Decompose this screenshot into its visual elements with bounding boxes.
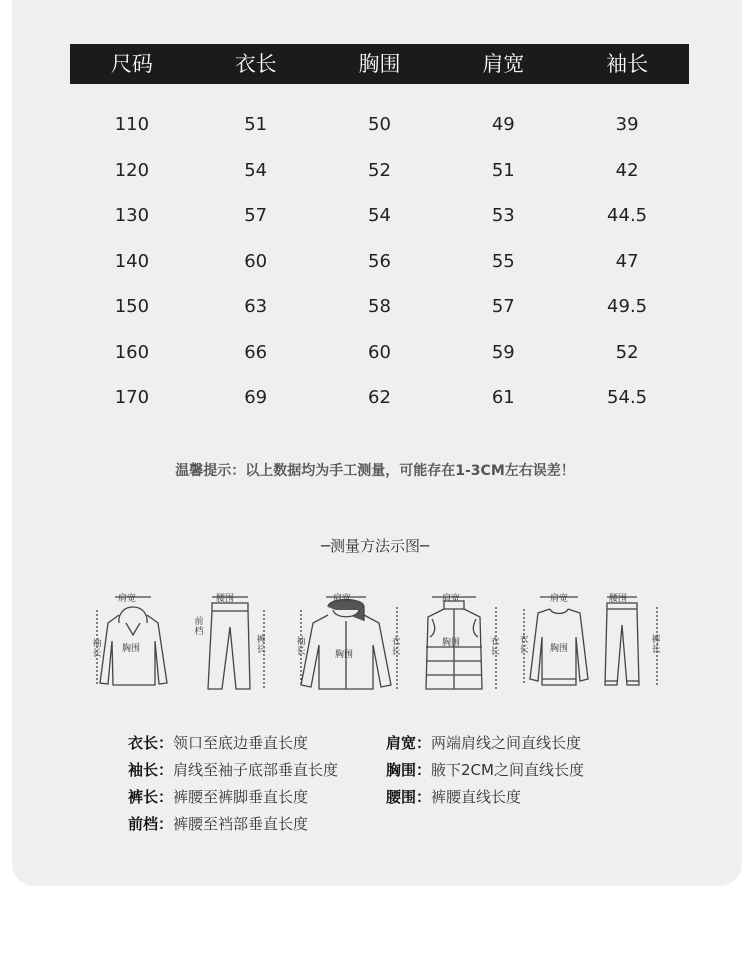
definition-item: [128, 813, 308, 834]
table-cell: 47: [615, 250, 639, 272]
definition-term: 前档：: [128, 815, 174, 833]
label-shoulder: 肩宽: [550, 594, 569, 604]
table-cell: 54.5: [607, 387, 648, 409]
definition-term: 肩宽：: [386, 734, 432, 752]
label-length: 衣长: [391, 637, 401, 657]
vest-diagram: [410, 585, 505, 700]
table-cell: 42: [615, 159, 639, 181]
label-pants-length: 裤长: [651, 635, 661, 655]
size-table-body: [70, 102, 689, 421]
measurement-method-title: ─测量方法示图─: [320, 537, 430, 555]
label-pants-length: 裤长: [256, 635, 266, 655]
table-row: [70, 330, 689, 376]
table-cell: 44.5: [607, 205, 648, 227]
header-chest: 胸围: [358, 52, 401, 76]
label-chest: 胸围: [122, 644, 141, 654]
label-shoulder: 肩宽: [442, 594, 461, 604]
table-cell: 120: [114, 159, 150, 181]
table-cell: 57: [491, 296, 515, 318]
definition-desc: 裤腰至裤脚垂直长度: [173, 788, 309, 806]
table-cell: 60: [244, 250, 268, 272]
hoodie-diagram: [88, 585, 188, 700]
label-waist: 腰围: [216, 594, 235, 604]
table-cell: 55: [491, 250, 515, 272]
label-sleeve: 袖长: [92, 639, 102, 659]
label-chest: 胸围: [335, 650, 354, 660]
table-row: [70, 239, 689, 285]
table-cell: 66: [244, 341, 268, 363]
header-length: 衣长: [234, 52, 277, 76]
label-chest: 胸围: [550, 644, 569, 654]
table-cell: 60: [368, 341, 391, 363]
label-length: 衣长: [490, 637, 500, 657]
table-row: [70, 375, 689, 421]
table-row: [70, 284, 689, 330]
table-cell: 57: [244, 205, 268, 227]
header-shoulder: 肩宽: [482, 52, 525, 76]
label-sleeve: 袖长: [296, 637, 306, 657]
table-cell: 160: [114, 341, 150, 363]
table-cell: 62: [368, 387, 391, 409]
table-cell: 49: [491, 114, 515, 136]
definition-item: [128, 732, 308, 753]
label-chest: 胸围: [442, 638, 461, 648]
table-cell: 39: [615, 114, 639, 136]
definition-desc: 裤腰至裆部垂直长度: [173, 815, 309, 833]
header-sleeve: 袖长: [606, 52, 649, 76]
definition-desc: 肩线至袖子底部垂直长度: [173, 761, 339, 779]
label-shoulder: 肩宽: [333, 594, 352, 604]
joggers-diagram: [593, 585, 668, 700]
label-length: 衣长: [519, 635, 529, 655]
sweater-diagram: [518, 585, 600, 700]
size-table-header: [70, 44, 689, 84]
table-cell: 59: [491, 341, 515, 363]
table-cell: 53: [491, 205, 515, 227]
table-cell: 150: [114, 296, 150, 318]
definition-term: 胸围：: [386, 761, 432, 779]
table-cell: 140: [114, 250, 150, 272]
table-row: [70, 102, 689, 148]
table-cell: 50: [368, 114, 391, 136]
jacket-diagram: [293, 585, 403, 700]
measurement-note: 温馨提示：以上数据均为手工测量，可能存在1-3CM左右误差！: [175, 463, 575, 479]
pants-diagram: [190, 585, 270, 700]
label-shoulder: 肩宽: [118, 594, 137, 604]
table-cell: 61: [491, 387, 515, 409]
table-cell: 49.5: [607, 296, 648, 318]
label-waist: 腰围: [609, 594, 628, 604]
definition-item: [386, 786, 521, 807]
definition-desc: 裤腰直线长度: [431, 788, 522, 806]
definition-desc: 两端肩线之间直线长度: [431, 734, 582, 752]
definition-desc: 腋下2CM之间直线长度: [431, 761, 584, 779]
measurement-diagrams: [88, 585, 668, 700]
table-cell: 63: [244, 296, 268, 318]
table-cell: 52: [368, 159, 391, 181]
table-cell: 54: [368, 205, 391, 227]
table-cell: 130: [114, 205, 150, 227]
definition-term: 袖长：: [128, 761, 174, 779]
table-cell: 54: [244, 159, 268, 181]
table-cell: 170: [114, 387, 150, 409]
table-cell: 58: [368, 296, 391, 318]
label-rise: 前档: [194, 617, 204, 637]
definition-term: 腰围：: [386, 788, 432, 806]
definition-item: [386, 759, 584, 780]
definition-item: [386, 732, 581, 753]
table-row: [70, 193, 689, 239]
table-cell: 69: [244, 387, 268, 409]
header-size: 尺码: [110, 52, 153, 76]
definition-item: [128, 759, 338, 780]
table-cell: 52: [615, 341, 639, 363]
table-cell: 51: [244, 114, 268, 136]
definition-item: [128, 786, 308, 807]
table-cell: 51: [491, 159, 515, 181]
table-cell: 56: [368, 250, 391, 272]
definition-desc: 领口至底边垂直长度: [173, 734, 309, 752]
definition-term: 衣长：: [128, 734, 174, 752]
table-row: [70, 148, 689, 194]
definition-term: 裤长：: [128, 788, 174, 806]
table-cell: 110: [114, 114, 150, 136]
